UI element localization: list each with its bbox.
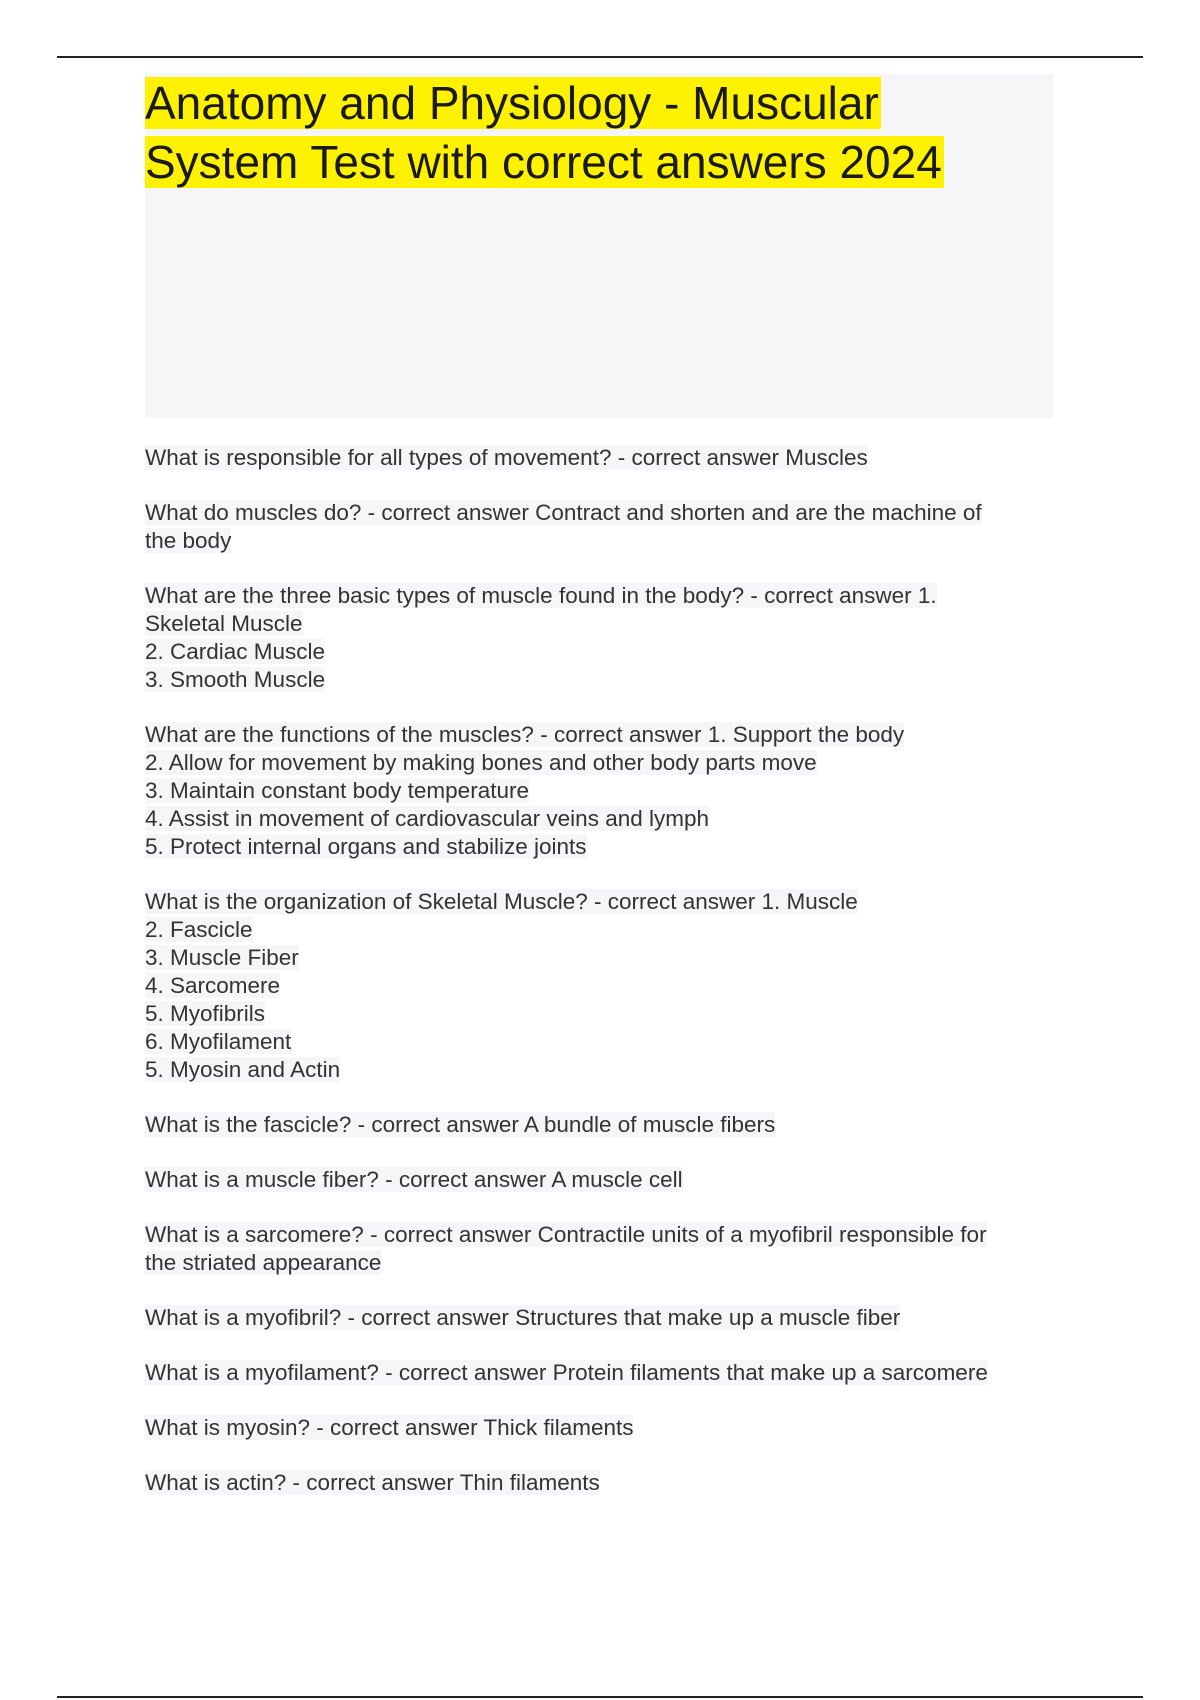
qa-line: [145, 944, 1055, 972]
qa-line-text: 3. Muscle Fiber: [145, 945, 299, 970]
qa-line: [145, 638, 1055, 666]
qa-line-text: What is the fascicle? - correct answer A bundle of muscle fibers: [145, 1112, 776, 1137]
title-line-2: System Test with correct answers 2024: [145, 136, 942, 188]
qa-item: [145, 444, 1055, 472]
qa-item: [145, 1469, 1055, 1497]
qa-line-text: What is a myofibril? - correct answer Structures that make up a muscle fiber: [145, 1305, 901, 1330]
qa-line: [145, 1221, 1055, 1249]
qa-line: [145, 749, 1055, 777]
qa-line: [145, 444, 1055, 472]
qa-line-text: What are the functions of the muscles? - correct answer 1. Support the body: [145, 722, 905, 747]
qa-line: [145, 1166, 1055, 1194]
qa-line-text: What is a muscle fiber? - correct answer A muscle cell: [145, 1167, 683, 1192]
qa-line-text: What is actin? - correct answer Thin filaments: [145, 1470, 600, 1495]
title-block: [145, 74, 1053, 418]
qa-line-text: 2. Fascicle: [145, 917, 253, 942]
qa-item: [145, 582, 1055, 694]
qa-line: [145, 721, 1055, 749]
qa-line: [145, 1000, 1055, 1028]
qa-line: [145, 916, 1055, 944]
qa-line: [145, 610, 1055, 638]
qa-line-text: What is the organization of Skeletal Muscle? - correct answer 1. Muscle: [145, 889, 858, 914]
qa-line-text: What are the three basic types of muscle found in the body? - correct answer 1.: [145, 583, 937, 608]
qa-line: [145, 1304, 1055, 1332]
qa-line-text: the striated appearance: [145, 1250, 382, 1275]
qa-line-text: What do muscles do? - correct answer Contract and shorten and are the machine of: [145, 500, 982, 525]
qa-line: [145, 582, 1055, 610]
qa-line: [145, 833, 1055, 861]
qa-item: [145, 1414, 1055, 1442]
qa-item: [145, 1221, 1055, 1277]
qa-line-text: 3. Maintain constant body temperature: [145, 778, 529, 803]
qa-item: [145, 499, 1055, 555]
qa-line: [145, 805, 1055, 833]
qa-line-text: 4. Sarcomere: [145, 973, 281, 998]
qa-line-text: Skeletal Muscle: [145, 611, 303, 636]
qa-line: [145, 666, 1055, 694]
qa-item: [145, 888, 1055, 1084]
qa-line-text: What is responsible for all types of movement? - correct answer Muscles: [145, 445, 868, 470]
qa-line-text: 6. Myofilament: [145, 1029, 292, 1054]
qa-item: [145, 721, 1055, 861]
bottom-rule: [57, 1696, 1143, 1698]
title-line-1: Anatomy and Physiology - Muscular: [145, 77, 879, 129]
qa-line: [145, 1249, 1055, 1277]
top-rule: [57, 56, 1143, 58]
qa-line: [145, 1111, 1055, 1139]
qa-line-text: 3. Smooth Muscle: [145, 667, 326, 692]
qa-line-text: the body: [145, 528, 232, 553]
qa-line: [145, 1359, 1055, 1387]
qa-line: [145, 972, 1055, 1000]
qa-line-text: 5. Protect internal organs and stabilize joints: [145, 834, 587, 859]
qa-list: [145, 444, 1055, 1524]
qa-item: [145, 1111, 1055, 1139]
qa-line: [145, 499, 1055, 527]
qa-line-text: 2. Cardiac Muscle: [145, 639, 326, 664]
qa-line: [145, 777, 1055, 805]
qa-item: [145, 1359, 1055, 1387]
qa-line: [145, 1028, 1055, 1056]
qa-line-text: 5. Myosin and Actin: [145, 1057, 341, 1082]
qa-item: [145, 1304, 1055, 1332]
qa-line: [145, 888, 1055, 916]
qa-line-text: What is myosin? - correct answer Thick filaments: [145, 1415, 634, 1440]
qa-line: [145, 1469, 1055, 1497]
qa-item: [145, 1166, 1055, 1194]
qa-line: [145, 527, 1055, 555]
qa-line-text: 2. Allow for movement by making bones and other body parts move: [145, 750, 817, 775]
qa-line-text: What is a sarcomere? - correct answer Contractile units of a myofibril responsible for: [145, 1222, 987, 1247]
qa-line: [145, 1056, 1055, 1084]
qa-line: [145, 1414, 1055, 1442]
qa-line-text: 4. Assist in movement of cardiovascular veins and lymph: [145, 806, 710, 831]
document-title: [145, 74, 1053, 192]
qa-line-text: 5. Myofibrils: [145, 1001, 266, 1026]
qa-line-text: What is a myofilament? - correct answer Protein filaments that make up a sarcomere: [145, 1360, 988, 1385]
